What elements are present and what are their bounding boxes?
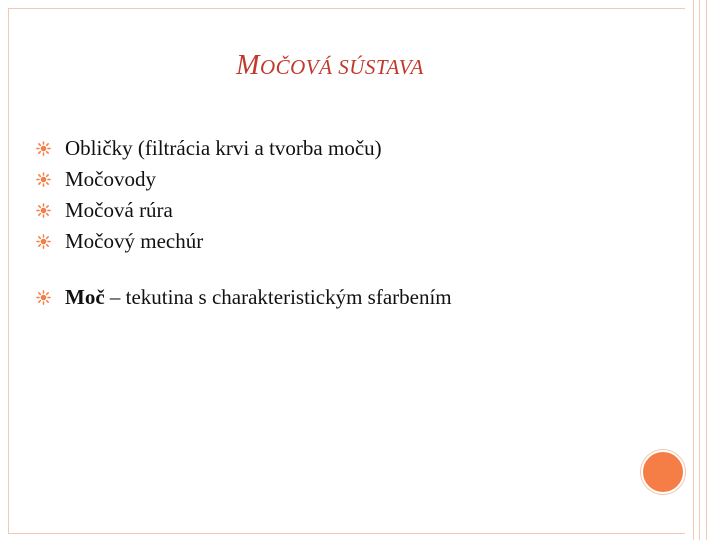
sun-icon [36, 203, 51, 218]
decorative-line [706, 0, 707, 540]
sun-icon [36, 234, 51, 249]
sun-icon [36, 172, 51, 187]
bullet-item [36, 226, 452, 257]
bullet-item [36, 282, 452, 313]
decorative-circle [641, 450, 685, 494]
decorative-line [699, 0, 700, 540]
decorative-line [693, 0, 694, 540]
bullet-text: Močovody [65, 167, 156, 191]
bullet-list [36, 133, 452, 313]
sun-icon [36, 141, 51, 156]
sun-icon [36, 290, 51, 305]
title-rest: OČOVÁ SÚSTAVA [259, 55, 424, 79]
bullet-text: Močový mechúr [65, 229, 204, 253]
slide-title [0, 50, 660, 82]
bullet-item [36, 164, 452, 195]
bullet-text: Obličky (filtrácia krvi a tvorba moču) [65, 136, 382, 160]
bullet-text: – tekutina s charakteristickým sfarbením [104, 285, 452, 309]
bullet-item [36, 195, 452, 226]
title-initial: M [236, 50, 260, 81]
bullet-term: Moč [65, 285, 105, 309]
bullet-item [36, 133, 452, 164]
bullet-text: Močová rúra [65, 198, 173, 222]
